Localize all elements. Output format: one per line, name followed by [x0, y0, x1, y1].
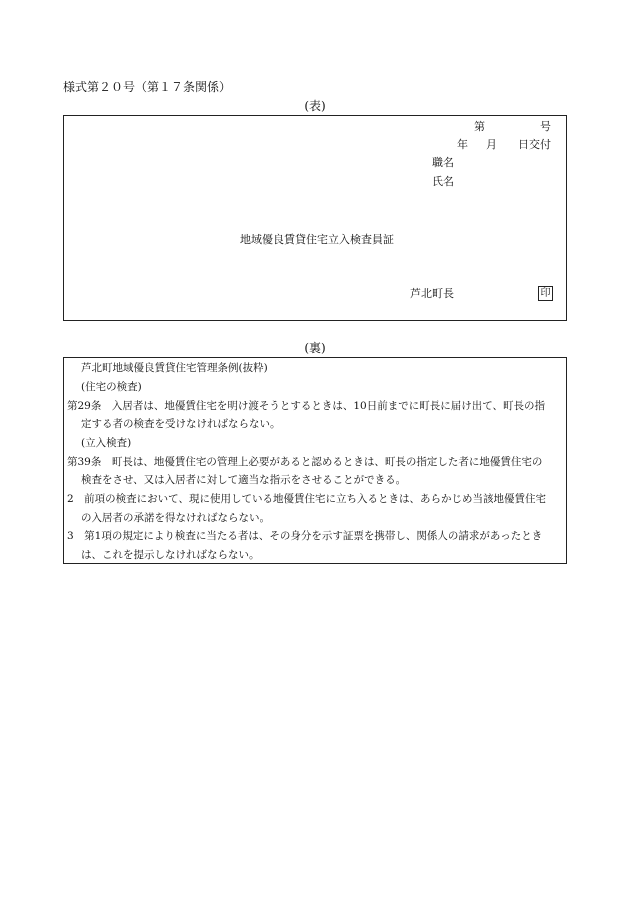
article-29-line-2: 定する者の検査を受けなければならない。 — [81, 418, 281, 430]
date-year: 年 — [457, 138, 468, 151]
paragraph-3-line-1: 3 第1項の規定により検査に当たる者は、その身分を示す証票を携帯し、関係人の請求があったとき — [67, 530, 543, 542]
position-label: 職名 — [432, 156, 454, 169]
paragraph-2-line-1: 2 前項の検査において、現に使用している地優賃住宅に立ち入るときは、あらかじめ当該地優賃住宅 — [67, 493, 546, 505]
article-39-line-1: 第39条 町長は、地優賃住宅の管理上必要があると認めるときは、町長の指定した者に地優賃住宅の — [67, 456, 543, 468]
name-label: 氏名 — [432, 175, 454, 188]
form-title: 様式第２０号（第１７条関係） — [63, 80, 232, 94]
paragraph-3-line-2: は、これを提示しなければならない。 — [81, 549, 260, 561]
date-day: 日交付 — [518, 138, 551, 151]
certificate-title: 地域優良賃貸住宅立入検査員証 — [240, 233, 394, 246]
number-suffix: 号 — [540, 120, 551, 133]
front-side-label: (表) — [304, 99, 326, 113]
article-39-line-2: 検査をさせ、又は入居者に対して適当な指示をさせることができる。 — [81, 474, 407, 486]
ordinance-title: 芦北町地域優良賃貸住宅管理条例(抜粋) — [81, 362, 268, 374]
back-side-label: (裏) — [304, 341, 326, 355]
seal-stamp: 印 — [538, 286, 553, 301]
heading-on-site-inspection: (立入検査) — [81, 437, 132, 449]
date-month: 月 — [486, 138, 497, 151]
article-29-line-1: 第29条 入居者は、地優賃住宅を明け渡そうとするときは、10日前までに町長に届け出て、町長の指 — [67, 400, 546, 412]
paragraph-2-line-2: の入居者の承諾を得なければならない。 — [81, 512, 270, 524]
issuer: 芦北町長 — [410, 287, 454, 300]
heading-housing-inspection: (住宅の検査) — [81, 381, 142, 393]
number-prefix: 第 — [474, 120, 485, 133]
